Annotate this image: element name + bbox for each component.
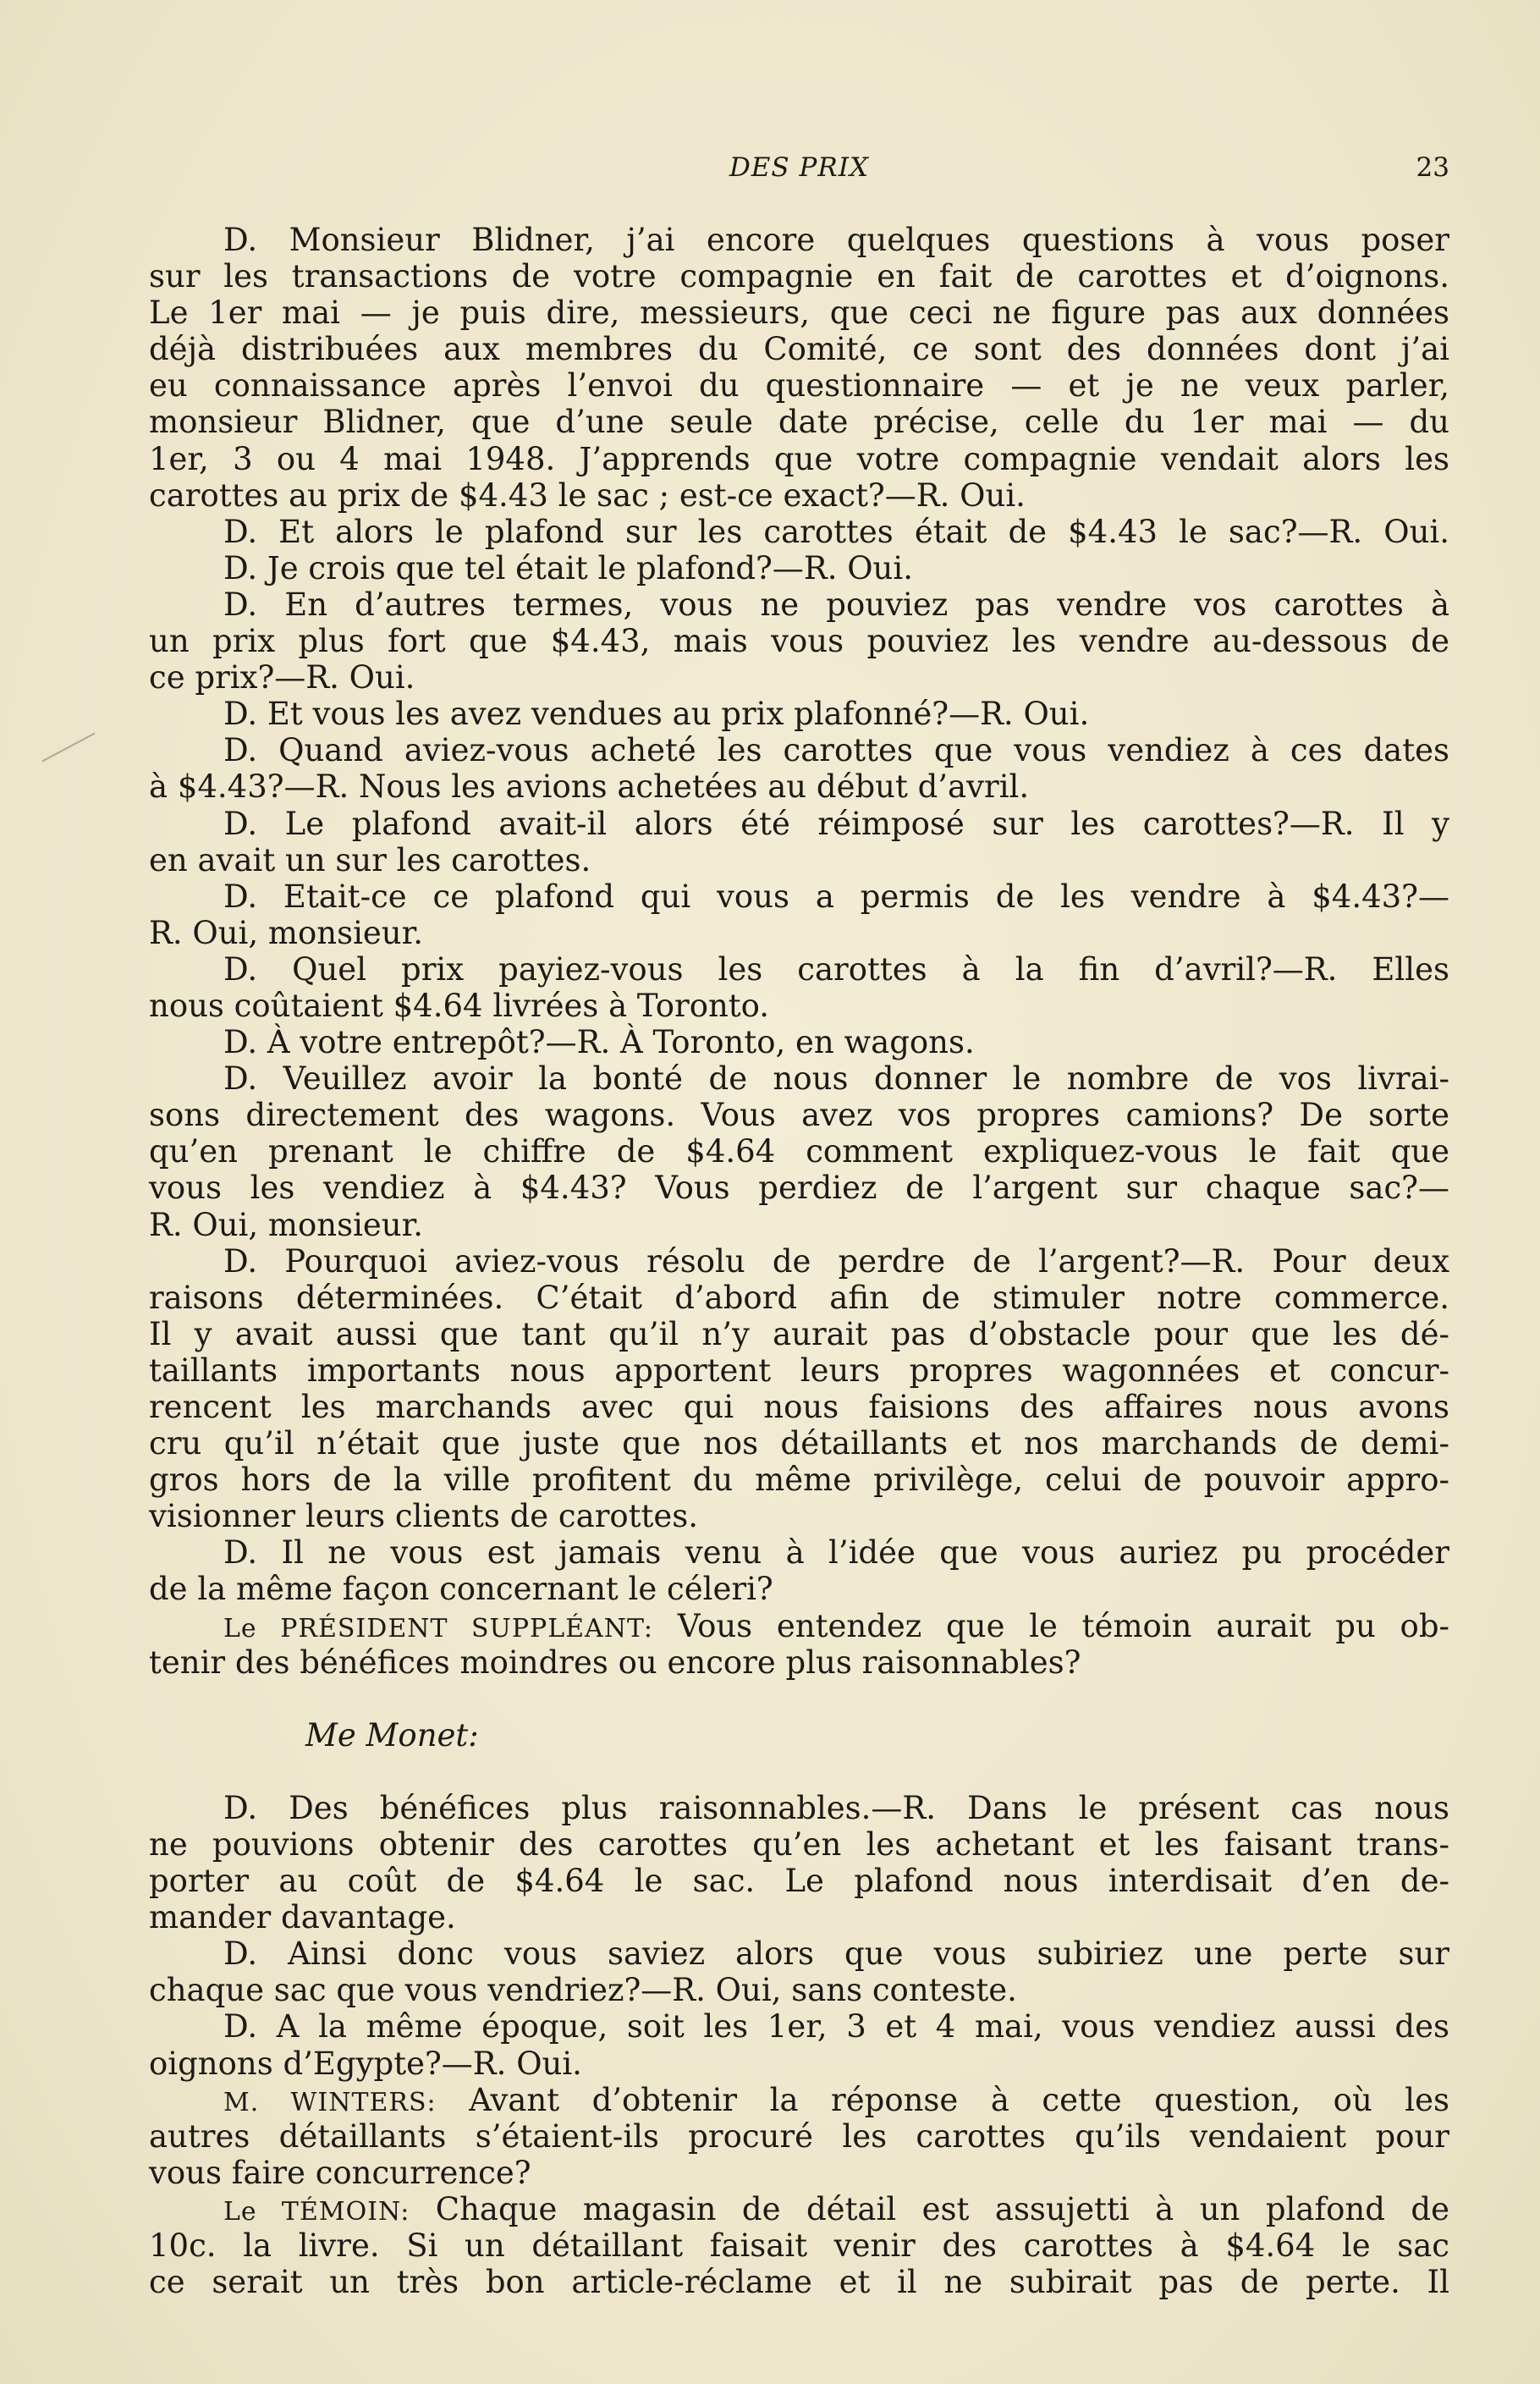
text-line: 10c. la livre. Si un détaillant faisait venir des carottes à $4.64 le sac xyxy=(149,2227,1449,2264)
text-line: D. À votre entrepôt?—R. À Toronto, en wagons. xyxy=(223,1024,975,1061)
spacer xyxy=(149,1754,1449,1790)
text-line: ne pouvions obtenir des carottes qu’en les achetant et les faisant trans- xyxy=(149,1825,1449,1863)
text-line: vous les vendiez à $4.43? Vous perdiez de l’argent sur chaque sac?— xyxy=(149,1170,1449,1207)
text-line: visionner leurs clients de carottes. xyxy=(149,1498,699,1535)
text-line: monsieur Blidner, que d’une seule date précise, celle du 1er mai — du xyxy=(149,404,1449,441)
text-line: D. Et alors le plafond sur les carottes était de $4.43 le sac?—R. Oui. xyxy=(223,513,1449,550)
text-line: sons directement des wagons. Vous avez vos propres camions? De sorte xyxy=(149,1097,1449,1134)
text-line: D. Et vous les avez vendues au prix plafonné?—R. Oui. xyxy=(223,696,1090,733)
text-line: D. Le plafond avait-il alors été réimposé sur les carottes?—R. Il y xyxy=(223,805,1449,842)
running-head xyxy=(149,151,1449,188)
text-line: chaque sac que vous vendriez?—R. Oui, sans conteste. xyxy=(149,1972,1017,2009)
text-line-content: Avant d’obtenir la réponse à cette question, où les xyxy=(469,2081,1450,2118)
text-line: cru qu’il n’était que juste que nos détaillants et nos marchands de demi- xyxy=(149,1425,1449,1462)
text-line: D. Il ne vous est jamais venu à l’idée que vous auriez pu procéder xyxy=(223,1534,1449,1572)
text-line: rencent les marchands avec qui nous faisions des affaires nous avons xyxy=(149,1389,1449,1425)
text-line-content: Vous entendez que le témoin aurait pu ob- xyxy=(677,1607,1450,1644)
text-line: Il y avait aussi que tant qu’il n’y aurait pas d’obstacle pour que les dé- xyxy=(149,1315,1449,1352)
text-line xyxy=(149,2191,1449,2227)
text-line: D. Des bénéfices plus raisonnables.—R. Dans le présent cas nous xyxy=(223,1789,1449,1826)
text-line: R. Oui, monsieur. xyxy=(149,1206,424,1243)
text-line: raisons déterminées. C’était d’abord afin de stimuler notre commerce. xyxy=(149,1279,1449,1316)
text-line: R. Oui, monsieur. xyxy=(149,914,424,951)
text-line-content: Chaque magasin de détail est assujetti à un plafond de xyxy=(435,2190,1449,2227)
section-heading: Me Monet: xyxy=(305,1716,479,1754)
text-line: D. Ainsi donc vous saviez alors que vous subiriez une perte sur xyxy=(223,1935,1449,1973)
running-title: DES PRIX xyxy=(729,152,870,183)
speaker-winters: M. WINTERS: xyxy=(223,2087,437,2117)
text-line xyxy=(149,1608,1449,1644)
text-line: eu connaissance après l’envoi du questionnaire — et je ne veux parler, xyxy=(149,367,1449,405)
text-line: vous faire concurrence? xyxy=(149,2154,531,2191)
text-line: carottes au prix de $4.43 le sac ; est-ce exact?—R. Oui. xyxy=(149,476,1026,514)
text-line: D. Etait-ce ce plafond qui vous a permis de les vendre à $4.43?— xyxy=(223,878,1449,915)
text-line: D. Quel prix payiez-vous les carottes à la fin d’avril?—R. Elles xyxy=(223,950,1449,988)
margin-pencil-mark xyxy=(42,733,96,763)
text-line: mander davantage. xyxy=(149,1899,456,1936)
page-number: 23 xyxy=(1416,152,1449,183)
speaker-temoin: Le TÉMOIN: xyxy=(223,2196,410,2227)
text-line: tenir des bénéfices moindres ou encore plus raisonnables? xyxy=(149,1643,1081,1681)
text-line: à $4.43?—R. Nous les avions achetées au début d’avril. xyxy=(149,768,1030,806)
text-line: ce serait un très bon article-réclame et il ne subirait pas de perte. Il xyxy=(149,2264,1449,2301)
speaker-president: Le PRÉSIDENT SUPPLÉANT: xyxy=(223,1613,653,1643)
text-line: nous coûtaient $4.64 livrées à Toronto. xyxy=(149,987,770,1024)
text-line: de la même façon concernant le céleri? xyxy=(149,1571,773,1608)
text-line xyxy=(149,2082,1449,2118)
text-line: D. Veuillez avoir la bonté de nous donner le nombre de vos livrai- xyxy=(223,1060,1449,1098)
text-line: ce prix?—R. Oui. xyxy=(149,659,415,696)
text-line: gros hors de la ville profitent du même privilège, celui de pouvoir appro- xyxy=(149,1462,1449,1499)
text-line: déjà distribuées aux membres du Comité, ce sont des données dont j’ai xyxy=(149,331,1449,368)
text-line: D. A la même époque, soit les 1er, 3 et 4 mai, vous vendiez aussi des xyxy=(223,2008,1449,2045)
text-line: D. Je crois que tel était le plafond?—R. Oui. xyxy=(223,549,913,586)
text-line: un prix plus fort que $4.43, mais vous pouviez les vendre au-dessous de xyxy=(149,623,1449,660)
text-line: sur les transactions de votre compagnie en fait de carottes et d’oignons. xyxy=(149,258,1449,295)
text-line: qu’en prenant le chiffre de $4.64 comment expliquez-vous le fait que xyxy=(149,1133,1449,1170)
text-line: D. Quand aviez-vous acheté les carottes que vous vendiez à ces dates xyxy=(223,732,1449,769)
text-line: oignons d’Egypte?—R. Oui. xyxy=(149,2045,582,2082)
text-line: Le 1er mai — je puis dire, messieurs, que ceci ne figure pas aux données xyxy=(149,295,1449,332)
text-line: autres détaillants s’étaient-ils procuré les carottes qu’ils vendaient pour xyxy=(149,2117,1449,2155)
text-line: porter au coût de $4.64 le sac. Le plafond nous interdisait d’en de- xyxy=(149,1863,1449,1900)
body-text xyxy=(149,222,1449,2300)
text-line: D. En d’autres termes, vous ne pouviez pas vendre vos carottes à xyxy=(223,586,1449,623)
text-line: D. Monsieur Blidner, j’ai encore quelques questions à vous poser xyxy=(223,222,1449,258)
text-line: D. Pourquoi aviez-vous résolu de perdre de l’argent?—R. Pour deux xyxy=(223,1242,1449,1280)
text-line: en avait un sur les carottes. xyxy=(149,841,591,878)
text-line: taillants importants nous apportent leurs propres wagonnées et concur- xyxy=(149,1352,1449,1389)
text-line: 1er, 3 ou 4 mai 1948. J’apprends que votre compagnie vendait alors les xyxy=(149,440,1449,477)
spacer xyxy=(149,1681,1449,1717)
